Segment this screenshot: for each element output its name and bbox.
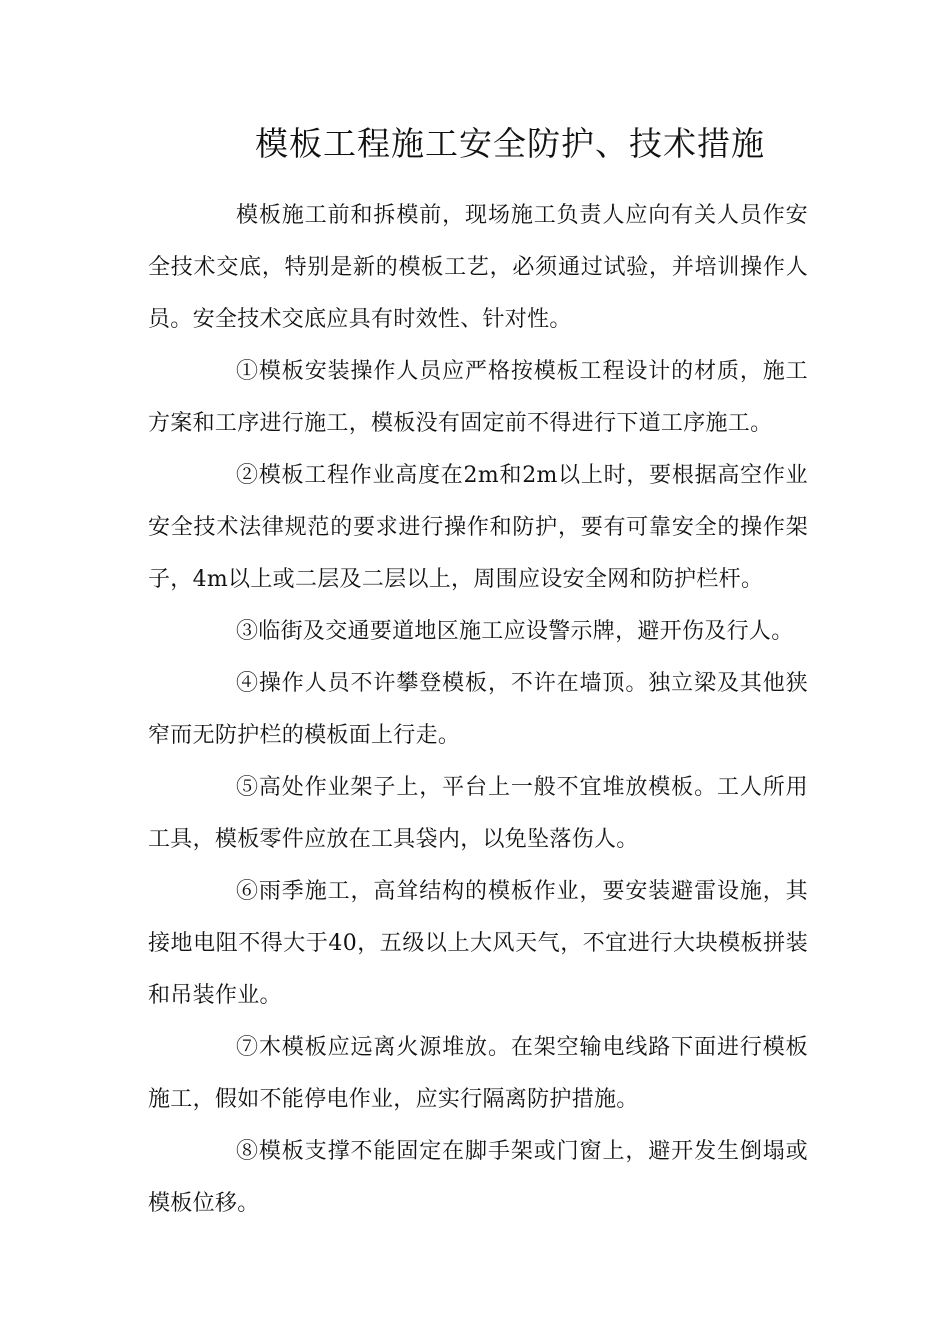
paragraph-item-5: ⑤高处作业架子上，平台上一般不宜堆放模板。工人所用工具，模板零件应放在工具袋内，以免坠落伤人。 bbox=[148, 775, 808, 852]
paragraph-item-3: ③临街及交通要道地区施工应设警示牌，避开伤及行人。 bbox=[236, 619, 794, 644]
paragraph-item-4: ④操作人员不许攀登模板，不许在墙顶。独立梁及其他狭窄而无防护栏的模板面上行走。 bbox=[148, 671, 808, 748]
paragraph-item-2: ②模板工程作业高度在2m和2m以上时，要根据高空作业安全技术法律规范的要求进行操作和防护，要有可靠安全的操作架子，4m以上或二层及二层以上，周围应设安全网和防护栏杆。 bbox=[148, 463, 808, 592]
paragraph-item-1: ①模板安装操作人员应严格按模板工程设计的材质，施工方案和工序进行施工，模板没有固定前不得进行下道工序施工。 bbox=[148, 359, 808, 436]
paragraph-item-6: ⑥雨季施工，高耸结构的模板作业，要安装避雷设施，其接地电阻不得大于40，五级以上大风天气，不宜进行大块模板拼装和吊装作业。 bbox=[148, 879, 808, 1008]
document-body bbox=[148, 190, 808, 1230]
paragraph-item-8: ⑧模板支撑不能固定在脚手架或门窗上，避开发生倒塌或模板位移。 bbox=[148, 1139, 808, 1216]
document-title: 模板工程施工安全防护、技术措施 bbox=[255, 124, 765, 163]
paragraph-intro: 模板施工前和拆模前，现场施工负责人应向有关人员作安全技术交底，特别是新的模板工艺，必须通过试验，并培训操作人员。安全技术交底应具有时效性、针对性。 bbox=[148, 203, 808, 332]
paragraph-item-7: ⑦木模板应远离火源堆放。在架空输电线路下面进行模板施工，假如不能停电作业，应实行隔离防护措施。 bbox=[148, 1035, 808, 1112]
